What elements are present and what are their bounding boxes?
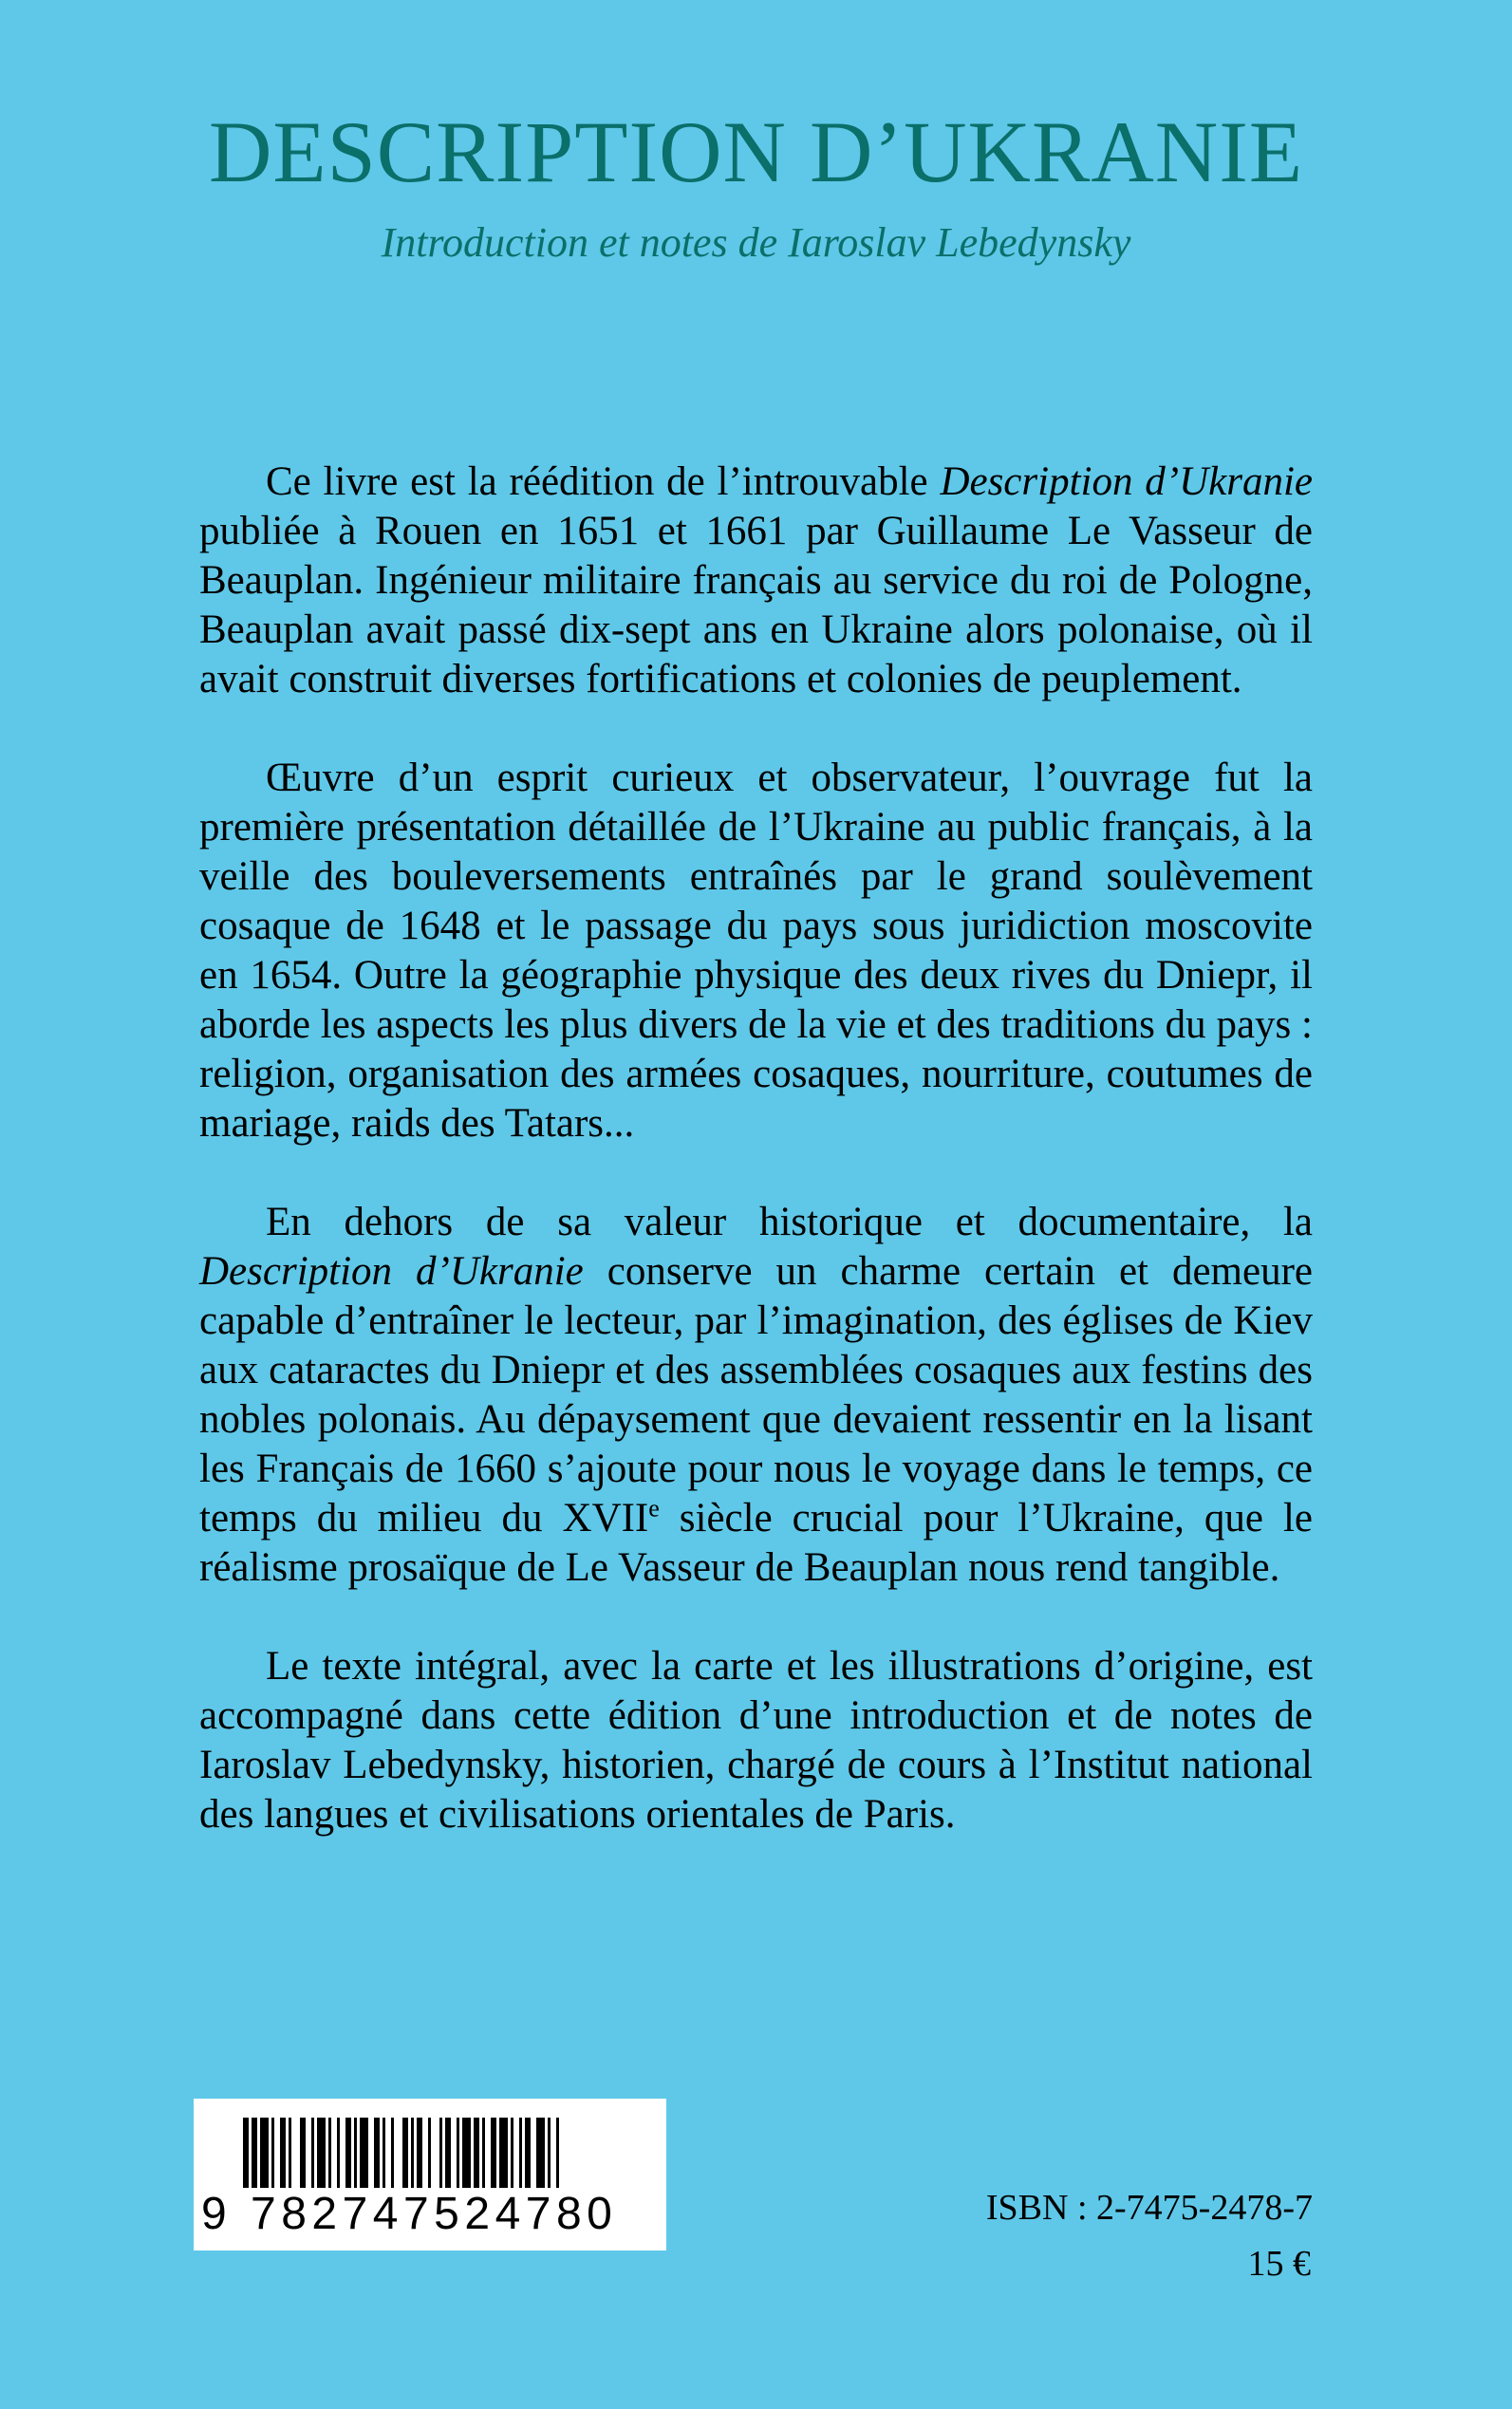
barcode-bar [252, 2118, 257, 2188]
barcode-bar [360, 2118, 368, 2188]
blurb-paragraph-1: Ce livre est la réédition de l’introuvable Description d’Ukranie publiée à Rouen en 1651 et 1661 par Guillaume Le Vasseur de Beauplan. Ingénieur militaire français au service du roi de Pologne, Beauplan avait passé dix-sept ans en Ukraine alors polonaise, où il avait construit diverses fortifications et colonies de peuplement. [199, 459, 1313, 701]
barcode-bar [271, 2118, 274, 2188]
barcode-bar [511, 2118, 513, 2188]
price: 15 € [1247, 2244, 1311, 2284]
barcode-bar [402, 2118, 408, 2188]
barcode-bar [439, 2118, 442, 2188]
barcode-bar [548, 2118, 551, 2188]
barcode-bar [354, 2118, 357, 2188]
barcode-bar [260, 2118, 269, 2188]
barcode-bar [317, 2118, 326, 2188]
barcode-bar [243, 2118, 249, 2188]
barcode-bar [391, 2118, 394, 2188]
blurb [199, 458, 1313, 1889]
book-subtitle: Introduction et notes de Iaroslav Lebedynsky [381, 219, 1131, 266]
barcode-digits: 782747524780 [249, 2188, 661, 2241]
barcode-bar [428, 2118, 431, 2188]
barcode-bar [411, 2118, 414, 2188]
barcode-bar [536, 2118, 545, 2188]
barcode-bar [462, 2118, 471, 2188]
barcode-bar [383, 2118, 385, 2188]
barcode-bar [445, 2118, 451, 2188]
barcode-bar [311, 2118, 314, 2188]
barcode-bar [345, 2118, 351, 2188]
century-superscript: e [648, 1494, 660, 1522]
barcode [194, 2099, 666, 2250]
barcode-bar [525, 2118, 531, 2188]
barcode-bar [337, 2118, 340, 2188]
barcode-bar [457, 2118, 459, 2188]
barcode-bar [289, 2118, 291, 2188]
barcode-bar [482, 2118, 485, 2188]
barcode-bar [374, 2118, 380, 2188]
barcode-bar [474, 2118, 479, 2188]
blurb-paragraph-3: En dehors de sa valeur historique et documentaire, la Description d’Ukranie conserve un charme certain et demeure capable d’entraîner le lecteur, par l’imagination, des églises de Kiev aux cataractes du Dniepr et des assemblées cosaques aux festins des nobles polonais. Au dépaysement que devaient ressentir en la lisant les Français de 1660 s’ajoute pour nous le voyage dans le temps, ce temps du milieu du XVIIe siècle crucial pour l’Ukraine, que le réalisme prosaïque de Le Vasseur de Beauplan nous rend tangible. [199, 1200, 1313, 1590]
barcode-lead-digit: 9 [201, 2189, 227, 2239]
blurb-paragraph-2: Œuvre d’un esprit curieux et observateur, l’ouvrage fut la première présentation détaillée de l’Ukraine au public français, à la veille des bouleversements entraînés par le grand soulèvement cosaque de 1648 et le passage du pays sous juridiction moscovite en 1654. Outre la géographie physique des deux rives du Dniepr, il aborde les aspects les plus divers de la vie et des traditions du pays : religion, organisation des armées cosaques, nourriture, coutumes de mariage, raids des Tatars... [199, 756, 1313, 1146]
barcode-bars [243, 2118, 657, 2188]
barcode-bar [328, 2118, 331, 2188]
barcode-bar [556, 2118, 559, 2188]
italic-book-title: Description d’Ukranie [199, 1249, 584, 1294]
barcode-bar [280, 2118, 286, 2188]
barcode-bar [499, 2118, 508, 2188]
barcode-bar [519, 2118, 522, 2188]
barcode-bar [300, 2118, 306, 2188]
barcode-bar [491, 2118, 496, 2188]
blurb-paragraph-4: Le texte intégral, avec la carte et les illustrations d’origine, est accompagné dans cette édition d’une introduction et de notes de Iaroslav Lebedynsky, historien, chargé de cours à l’Institut national des langues et civilisations orientales de Paris. [199, 1644, 1313, 1837]
isbn: ISBN : 2-7475-2478-7 [985, 2188, 1313, 2228]
book-title: DESCRIPTION D’UKRANIE [208, 103, 1304, 200]
italic-book-title: Description d’Ukranie [940, 459, 1313, 504]
barcode-bar [417, 2118, 422, 2188]
